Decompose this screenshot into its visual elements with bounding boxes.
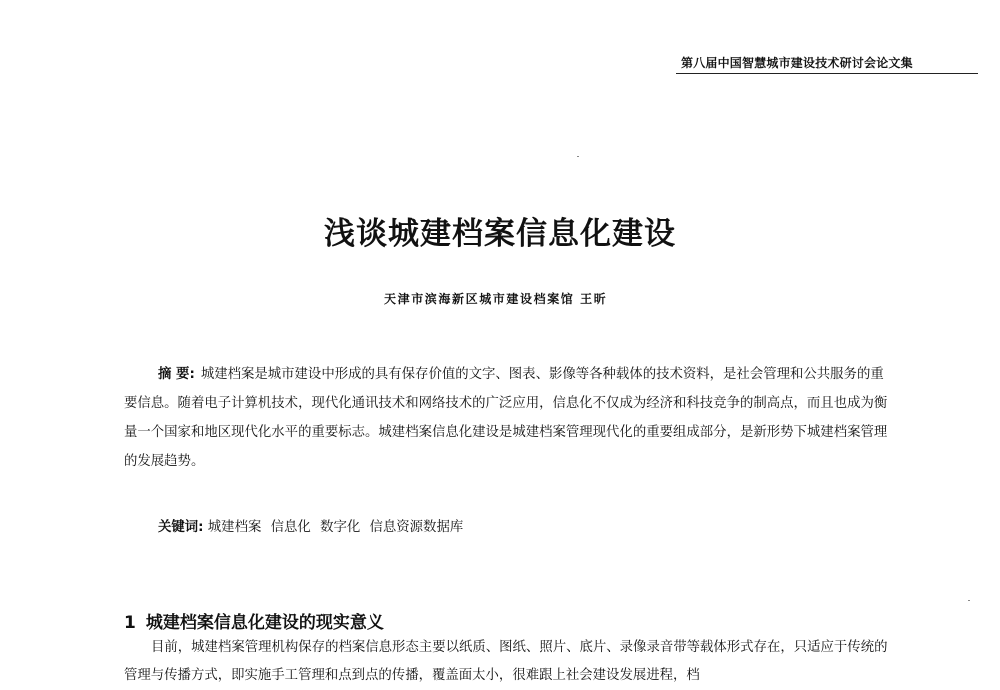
- keyword: 城建档案: [207, 520, 262, 535]
- section-number: 1: [124, 613, 136, 633]
- abstract-label: 摘 要:: [158, 367, 195, 382]
- keyword: 信息化: [270, 520, 311, 535]
- section-heading: [124, 608, 384, 633]
- body-paragraph: 目前，城建档案管理机构保存的档案信息形态主要以纸质、图纸、照片、底片、录像录音带等载体形式存在，只适应于传统的管理与传播方式，即实施手工管理和点到点的传播，覆盖面太小，很难跟上社会建设发展进程，档: [124, 640, 888, 683]
- keywords-label: 关键词:: [158, 520, 204, 535]
- author-affiliation: 天津市滨海新区城市建设档案馆 王昕: [384, 292, 608, 306]
- keyword: 数字化: [320, 520, 361, 535]
- abstract: [124, 360, 894, 476]
- header-rule: [676, 73, 978, 74]
- page-title: 浅谈城建档案信息化建设: [324, 216, 676, 252]
- speck-mark: [968, 600, 970, 601]
- keyword: 信息资源数据库: [369, 520, 464, 535]
- keywords: [158, 516, 468, 535]
- running-header: 第八届中国智慧城市建设技术研讨会论文集: [681, 56, 913, 70]
- section-title: 城建档案信息化建设的现实意义: [145, 613, 384, 633]
- speck-mark: [577, 156, 579, 157]
- abstract-text: 城建档案是城市建设中形成的具有保存价值的文字、图表、影像等各种载体的技术资料，是社会管理和公共服务的重要信息。随着电子计算机技术，现代化通讯技术和网络技术的广泛应用，信息化不仅成为经济和科技竞争的制高点，而且也成为衡量一个国家和地区现代化水平的重要标志。城建档案信息化建设是城建档案管理现代化的重要组成部分，是新形势下城建档案管理的发展趋势。: [124, 367, 888, 469]
